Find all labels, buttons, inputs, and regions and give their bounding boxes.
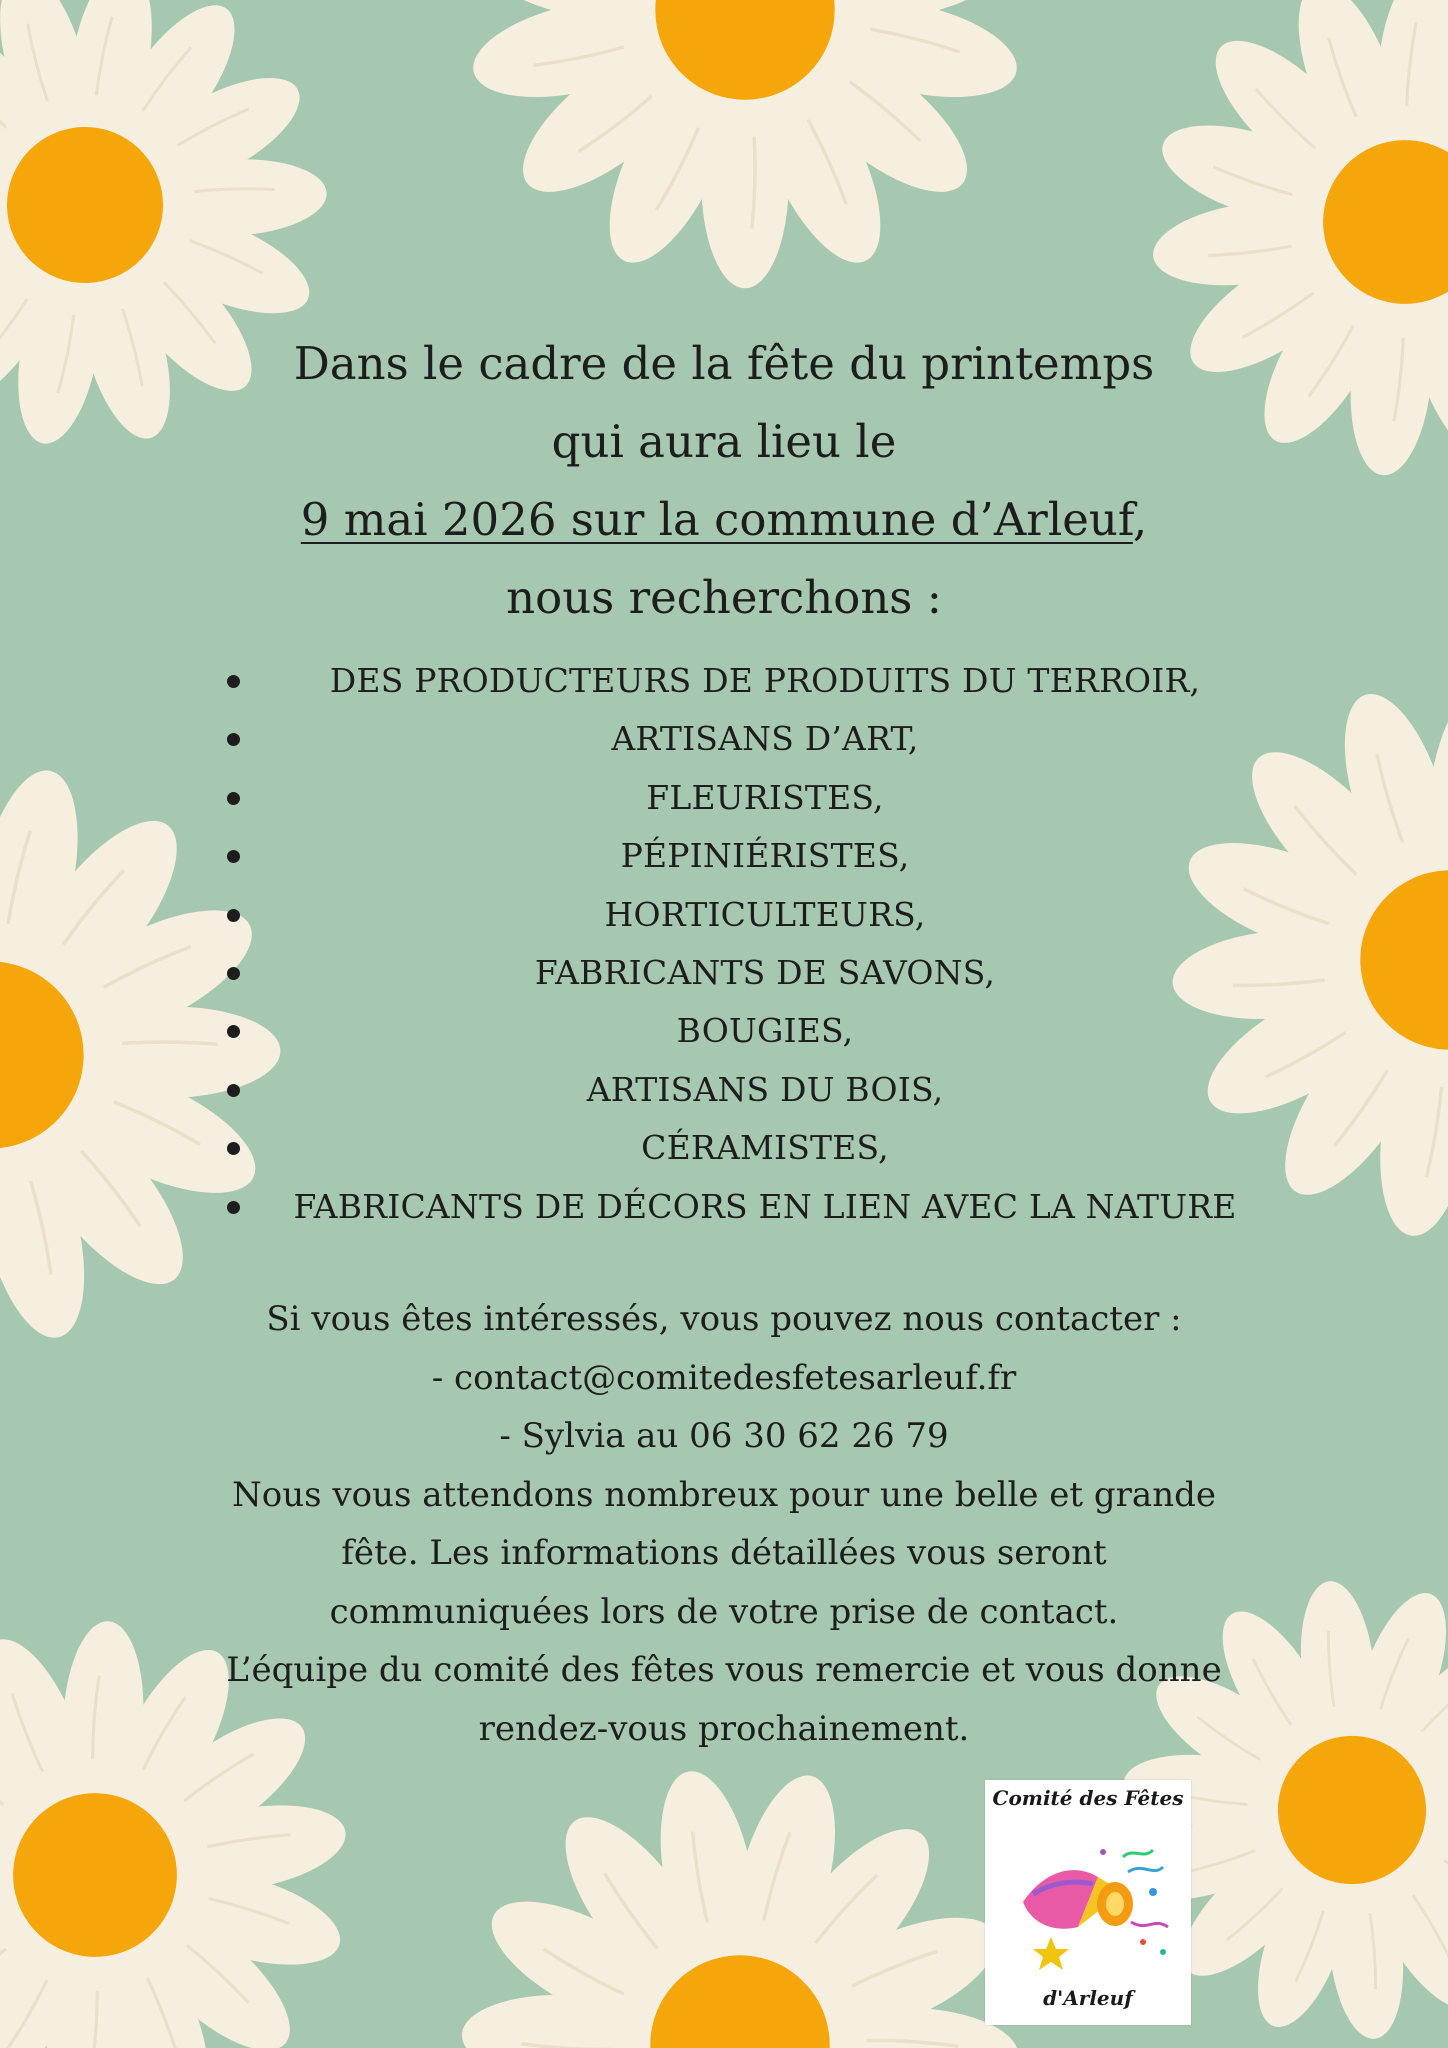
contact-block: [0, 1290, 1448, 1758]
intro-line-2: qui aura lieu le: [551, 415, 897, 468]
contact-intro: Si vous êtes intéressés, vous pouvez nous contacter :: [266, 1299, 1182, 1339]
daisy-flower-icon: [464, 0, 1026, 288]
bullet-icon: [227, 733, 240, 746]
list-item-label: ARTISANS D’ART,: [611, 719, 919, 759]
bullet-icon: [227, 850, 240, 863]
list-item: [215, 769, 1315, 827]
list-item: [215, 1178, 1315, 1236]
contact-phone: - Sylvia au 06 30 62 26 79: [499, 1416, 949, 1456]
list-item-label: CÉRAMISTES,: [641, 1128, 889, 1168]
bullet-icon: [227, 675, 240, 688]
wanted-exhibitors-list: [215, 652, 1315, 1236]
list-item-label: HORTICULTEURS,: [604, 894, 926, 934]
intro-line-1: Dans le cadre de la fête du printemps: [293, 337, 1155, 390]
list-item: [215, 710, 1315, 768]
logo-bottom-text: d'Arleuf: [1043, 1986, 1133, 2010]
closing-line-2: fête. Les informations détaillées vous seront: [341, 1533, 1107, 1573]
closing-line-1: Nous vous attendons nombreux pour une belle et grande: [232, 1474, 1216, 1515]
closing-line-4: L’équipe du comité des fêtes vous remercie et vous donne: [226, 1650, 1222, 1690]
list-item: [215, 1061, 1315, 1119]
list-item: [215, 652, 1315, 710]
bullet-icon: [227, 909, 240, 922]
bullet-icon: [227, 1025, 240, 1038]
event-date-comma: ,: [1132, 493, 1148, 546]
list-item-label: FABRICANTS DE SAVONS,: [534, 952, 996, 992]
bullet-icon: [227, 967, 240, 980]
event-date-line: [0, 481, 1448, 559]
list-item-label: BOUGIES,: [676, 1011, 854, 1051]
contact-email: - contact@comitedesfetesarleuf.fr: [431, 1357, 1017, 1398]
logo-top-text: Comité des Fêtes: [992, 1786, 1184, 1810]
party-horn-icon: [1003, 1832, 1173, 1982]
comite-des-fetes-logo: [985, 1780, 1191, 2025]
list-item: [215, 1002, 1315, 1060]
list-item: [215, 944, 1315, 1002]
bullet-icon: [227, 792, 240, 805]
event-date-text: 9 mai 2026 sur la commune d’Arleuf: [300, 493, 1133, 546]
bullet-icon: [227, 1142, 240, 1155]
list-item-label: FLEURISTES,: [646, 777, 884, 817]
intro-block: [0, 325, 1448, 637]
list-item: [215, 1119, 1315, 1177]
bullet-icon: [227, 1201, 240, 1214]
list-item-label: PÉPINIÉRISTES,: [620, 836, 910, 876]
closing-line-3: communiquées lors de votre prise de contact.: [329, 1591, 1119, 1632]
list-item-label: ARTISANS DU BOIS,: [586, 1069, 944, 1109]
closing-line-5: rendez-vous prochainement.: [478, 1708, 970, 1749]
bullet-icon: [227, 1084, 240, 1097]
list-item: [215, 827, 1315, 885]
list-item: [215, 886, 1315, 944]
list-item-label: DES PRODUCTEURS DE PRODUITS DU TERROIR,: [329, 661, 1201, 700]
intro-line-4: nous recherchons :: [506, 571, 942, 624]
list-item-label: FABRICANTS DE DÉCORS EN LIEN AVEC LA NATURE: [293, 1186, 1237, 1226]
